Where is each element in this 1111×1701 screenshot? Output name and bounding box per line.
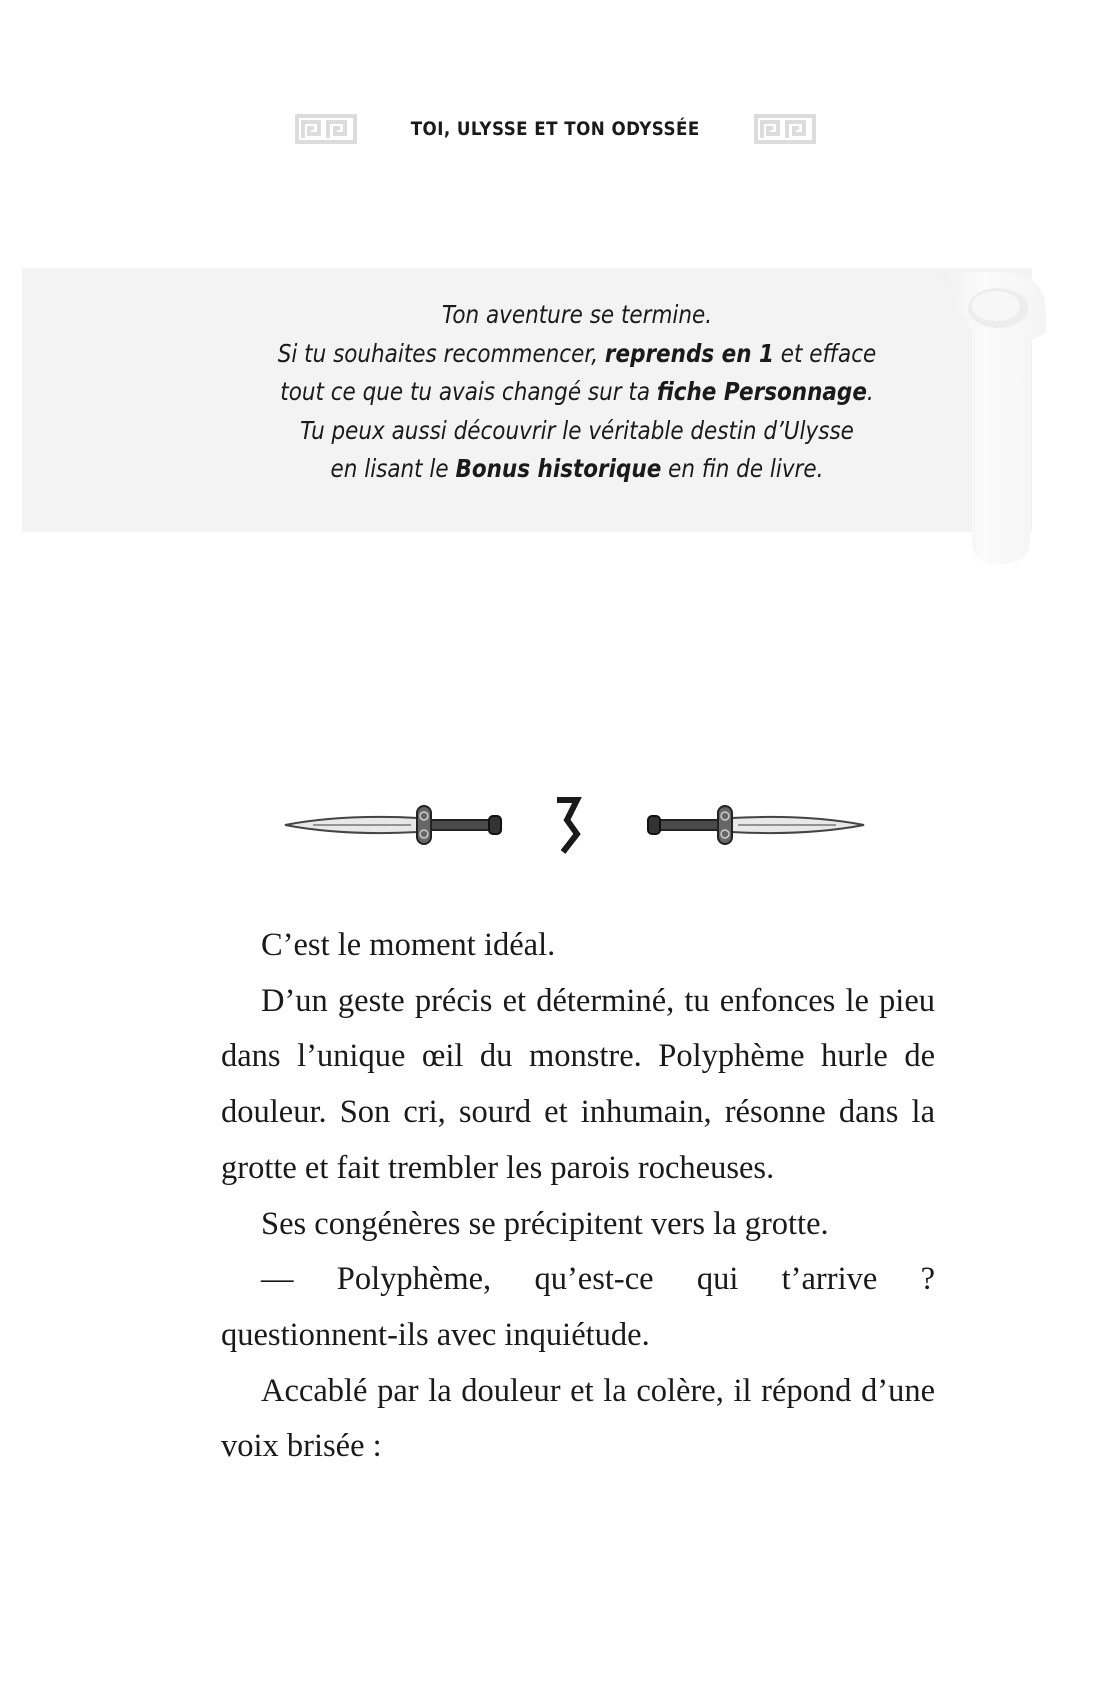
scroll-text-segment: tout ce que tu avais changé sur ta [280,377,657,406]
scroll-text-segment: Tu peux aussi découvrir le véritable destin d’Ulysse [300,415,854,445]
greek-key-ornament-icon [295,114,357,144]
scroll-line [100,450,1055,489]
chapter-body [221,918,935,1475]
scroll-text [22,296,1111,489]
restart-instruction: reprends en 1 [604,338,774,368]
scroll-text-segment: Si tu souhaites recommencer, [277,338,605,368]
scroll-line [100,412,1055,451]
paragraph: Ses congénères se précipitent vers la grotte. [261,1205,829,1242]
paragraph: — Polyphème, qu’est-ce qui t’arrive ? questionnent-ils avec inquiétude. [221,1261,935,1353]
scroll-line [100,296,1055,335]
scroll-text-segment: . [866,377,874,406]
chapter-number-glyph [553,794,583,854]
paragraph: C’est le moment idéal. [261,927,556,963]
scroll-text-segment: et efface [773,338,877,368]
scroll-text-segment: Ton aventure se termine. [441,300,713,329]
scroll-text-segment: en fin de livre. [661,454,824,483]
scroll-text-segment: en lisant le [330,454,456,483]
dagger-right-icon [641,800,866,850]
running-header [0,114,1111,144]
character-sheet-reference: fiche Personnage [656,377,867,406]
paragraph: Accablé par la douleur et la colère, il répond d’une voix brisée : [221,1372,935,1465]
paragraph: D’un geste précis et déterminé, tu enfonces le pieu dans l’unique œil du monstre. Polyphème hurle de douleur. Son cri, sourd et inhumain, résonne dans la grotte et fait trembler les parois rocheuses. [221,982,935,1186]
historical-bonus-reference: Bonus historique [455,454,662,483]
greek-key-ornament-icon [754,114,816,144]
chapter-marker [0,790,1111,860]
dagger-left-icon [283,800,508,850]
scroll-line [100,373,1055,412]
scroll-line [100,335,1055,374]
running-header-title: TOI, ULYSSE ET TON ODYSSÉE [410,118,700,140]
